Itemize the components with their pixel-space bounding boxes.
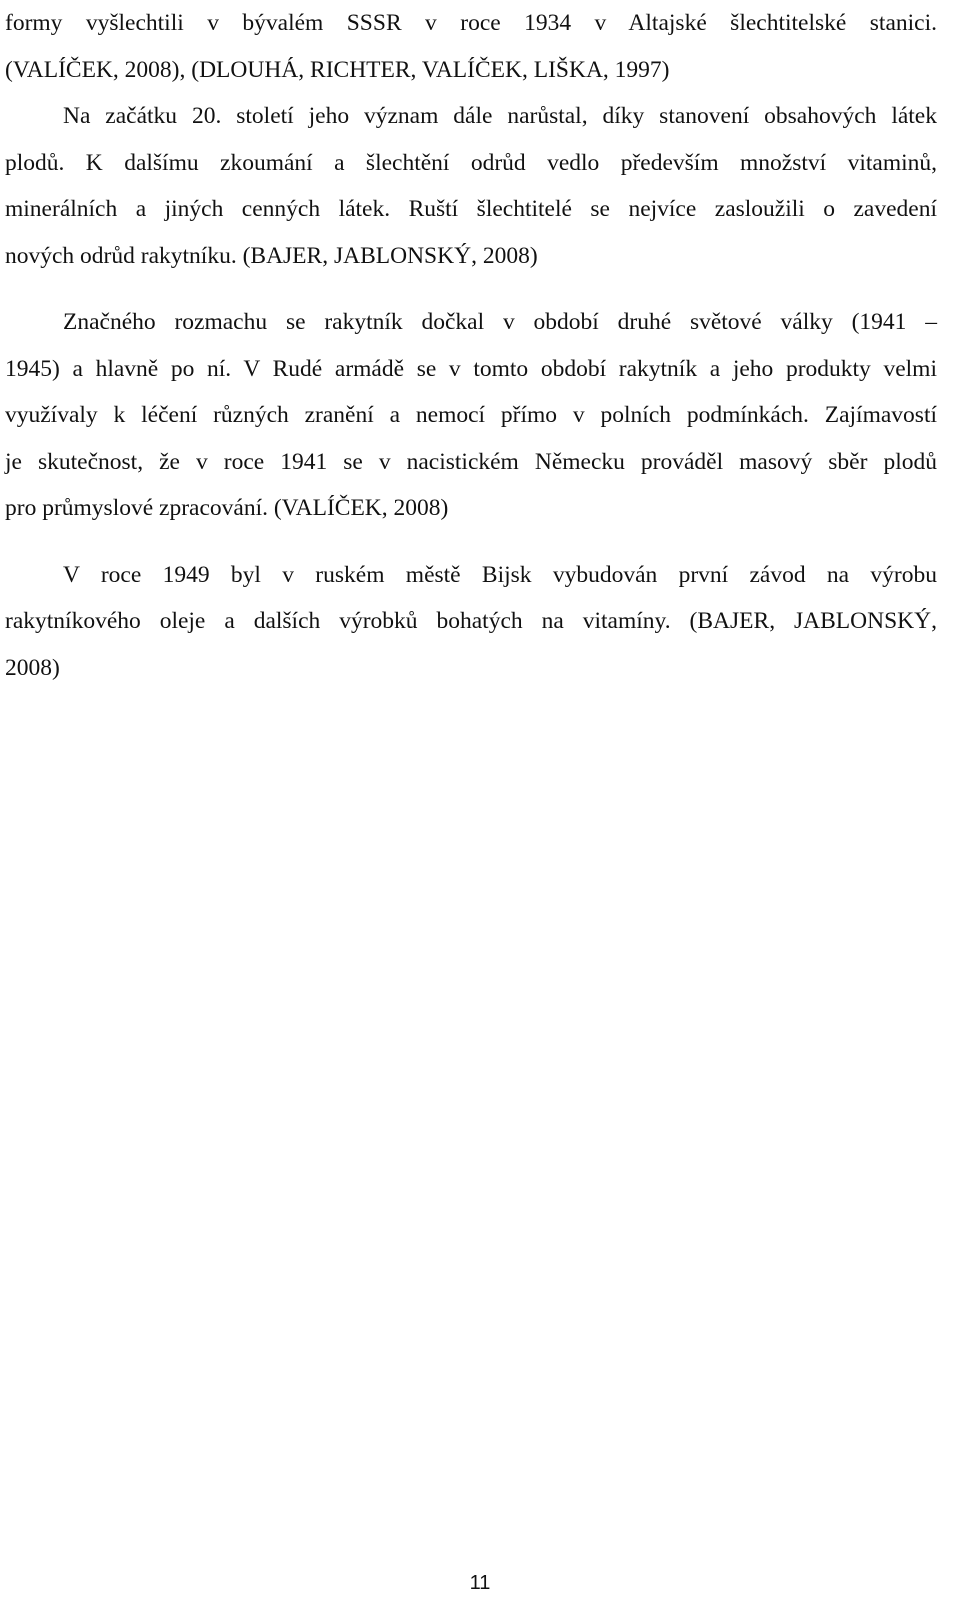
text-line: pro průmyslové zpracování. (VALÍČEK, 2008) — [5, 495, 449, 521]
text-line: nových odrůd rakytníku. (BAJER, JABLONSKÝ, 2008) — [5, 242, 538, 269]
text-line: plodů. K dalšímu zkoumání a šlechtění odrůd vedlo především množství vitaminů, — [5, 149, 937, 176]
paragraph — [5, 299, 937, 532]
paragraph — [5, 93, 937, 279]
text-line: formy vyšlechtili v bývalém SSSR v roce 1934 v Altajské šlechtitelské stanici. — [5, 10, 937, 36]
paragraph — [5, 552, 937, 692]
text-line: rakytníkového oleje a dalších výrobků bohatých na vitamíny. (BAJER, JABLONSKÝ, — [5, 608, 937, 634]
text-line: 2008) — [5, 654, 60, 681]
text-line: Značného rozmachu se rakytník dočkal v období druhé světové války (1941 – — [63, 309, 937, 335]
text-line: minerálních a jiných cenných látek. Ruští šlechtitelé se nejvíce zasloužili o zavedení — [5, 196, 937, 222]
text-line: (VALÍČEK, 2008), (DLOUHÁ, RICHTER, VALÍČEK, LIŠKA, 1997) — [5, 56, 670, 83]
text-line: je skutečnost, že v roce 1941 se v nacistickém Německu prováděl masový sběr plodů — [5, 448, 937, 475]
document-body — [5, 0, 937, 691]
text-line: Na začátku 20. století jeho význam dále narůstal, díky stanovení obsahových látek — [63, 103, 937, 129]
paragraph-spacer — [5, 279, 937, 299]
text-line: 1945) a hlavně po ní. V Rudé armádě se v tomto období rakytník a jeho produkty velmi — [5, 355, 937, 382]
paragraph — [5, 0, 937, 93]
text-line: V roce 1949 byl v ruském městě Bijsk vybudován první závod na výrobu — [63, 561, 937, 588]
paragraph-spacer — [5, 532, 937, 552]
text-line: využívaly k léčení různých zranění a nemocí přímo v polních podmínkách. Zajímavostí — [5, 402, 937, 428]
page-number: 11 — [469, 1572, 491, 1594]
